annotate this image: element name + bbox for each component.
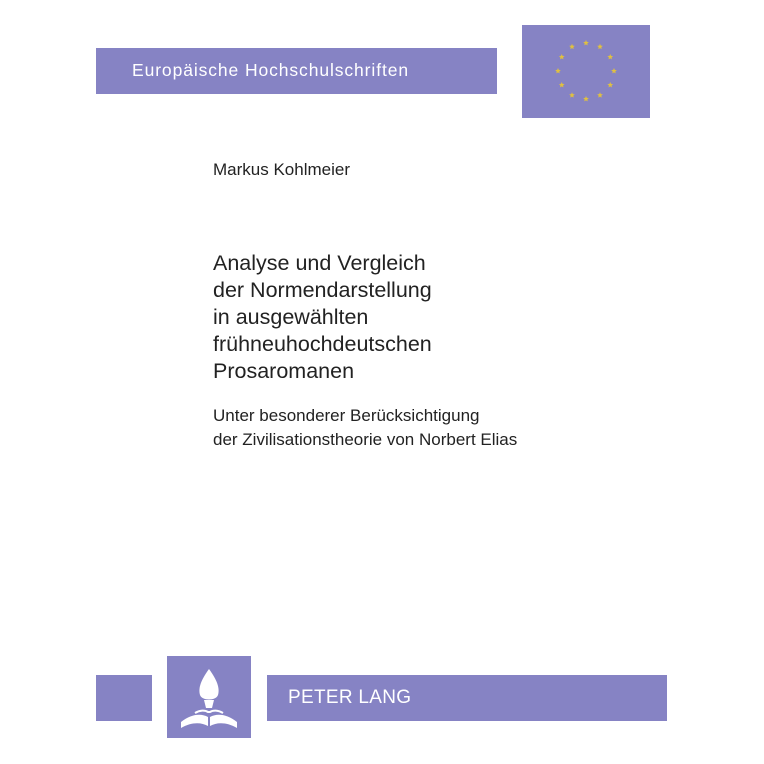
publisher-banner (267, 675, 667, 721)
star-icon (597, 44, 603, 49)
title-line: Prosaromanen (213, 359, 355, 383)
star-icon (607, 54, 613, 59)
star-icon (607, 82, 613, 87)
series-title: Europäische Hochschulschriften (132, 60, 409, 80)
title-line: in ausgewählten (213, 305, 369, 329)
title-line: frühneuhochdeutschen (213, 332, 432, 356)
star-icon (569, 44, 575, 49)
star-icon (569, 92, 575, 97)
decorative-bar (96, 675, 152, 721)
subtitle-line: der Zivilisationstheorie von Norbert Elias (213, 430, 518, 449)
title-line: Analyse und Vergleich (213, 251, 426, 275)
star-icon (583, 40, 589, 45)
star-icon (583, 96, 589, 101)
star-icon (559, 54, 565, 59)
series-banner (96, 48, 497, 94)
publisher-name: PETER LANG (288, 687, 412, 708)
star-icon (597, 92, 603, 97)
eu-star-circle-icon (522, 25, 650, 118)
book-subtitle (213, 404, 517, 452)
star-icon (555, 68, 561, 73)
author-name: Markus Kohlmeier (213, 160, 350, 179)
star-icon (559, 82, 565, 87)
title-line: der Normendarstellung (213, 278, 432, 302)
eu-emblem (522, 25, 650, 118)
flame-book-logo-icon (167, 656, 251, 738)
star-icon (611, 68, 617, 73)
subtitle-line: Unter besonderer Berücksichtigung (213, 406, 480, 425)
publisher-logo (167, 656, 251, 738)
book-title (213, 250, 432, 385)
